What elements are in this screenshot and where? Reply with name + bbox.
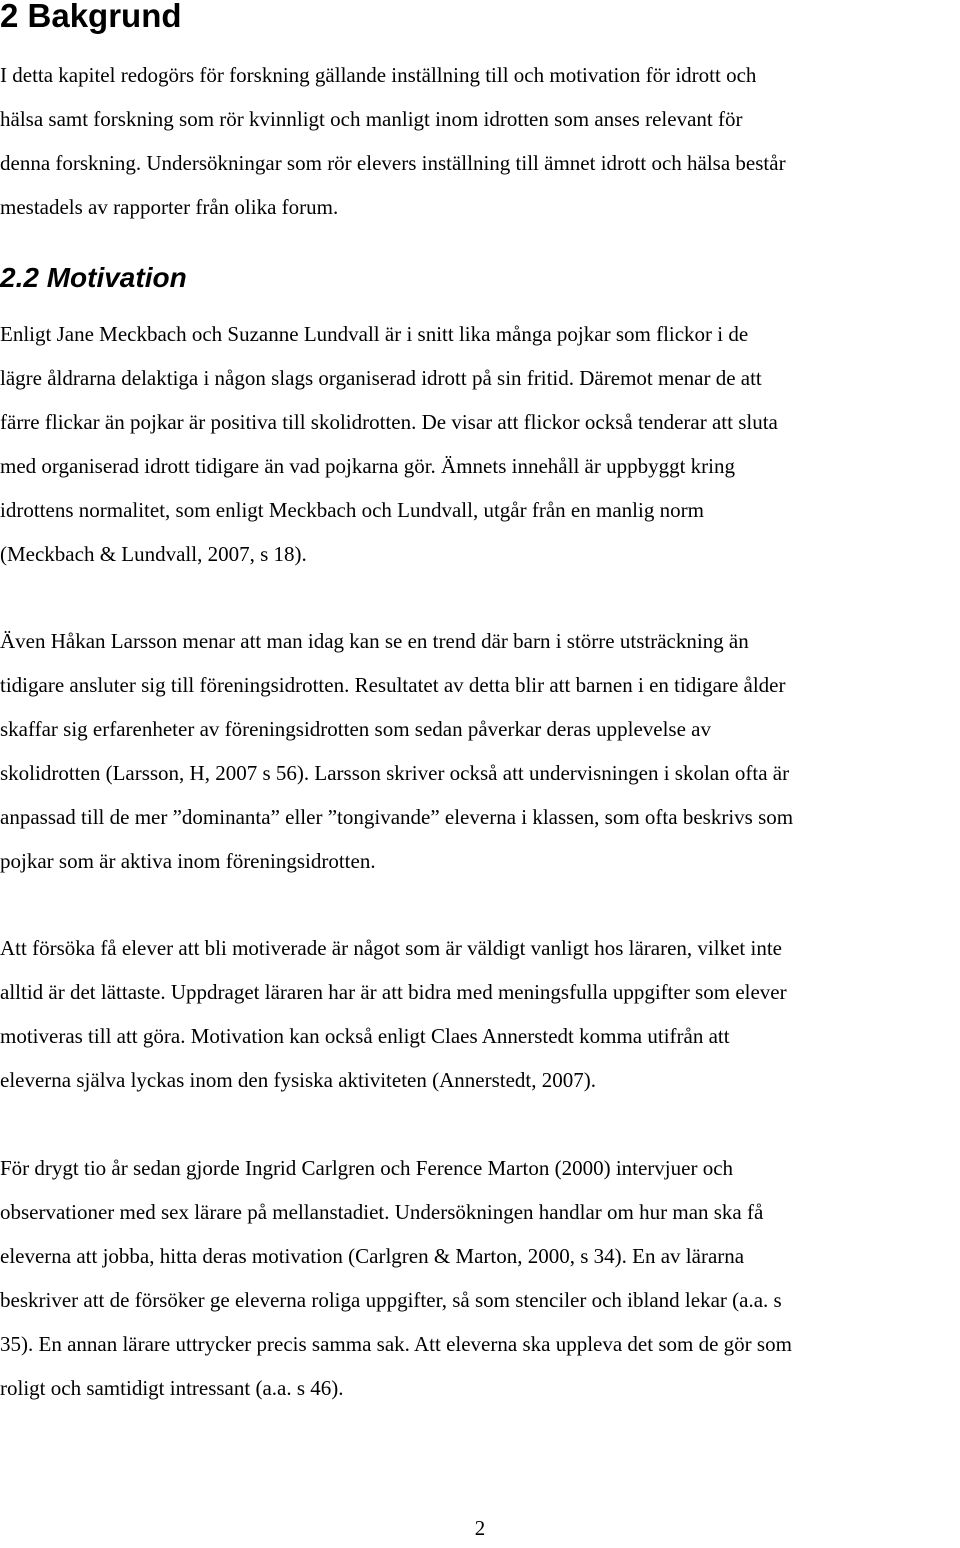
text-line: skolidrotten (Larsson, H, 2007 s 56). Larsson skriver också att undervisningen i skolan ofta är	[0, 761, 790, 785]
text-line: motiveras till att göra. Motivation kan också enligt Claes Annerstedt komma utifrån att	[0, 1024, 730, 1048]
subsection-heading: 2.2 Motivation	[0, 262, 187, 293]
text-line: skaffar sig erfarenheter av föreningsidrotten som sedan påverkar deras upplevelse av	[0, 717, 711, 741]
text-line: mestadels av rapporter från olika forum.	[0, 195, 339, 219]
text-line: pojkar som är aktiva inom föreningsidrotten.	[0, 849, 376, 873]
text-line: tidigare ansluter sig till föreningsidrotten. Resultatet av detta blir att barnen i en tidigare ålder	[0, 673, 786, 697]
text-line: Även Håkan Larsson menar att man idag kan se en trend där barn i större utsträckning än	[0, 629, 749, 653]
section-heading: 2 Bakgrund	[0, 0, 182, 34]
text-line: anpassad till de mer ”dominanta” eller ”tongivande” eleverna i klassen, som ofta beskrivs som	[0, 805, 794, 829]
text-line: denna forskning. Undersökningar som rör elevers inställning till ämnet idrott och hälsa består	[0, 151, 786, 175]
text-line: (Meckbach & Lundvall, 2007, s 18).	[0, 542, 307, 566]
intro-paragraph	[0, 53, 786, 229]
paragraph-meckbach	[0, 312, 778, 576]
paragraph-larsson	[0, 619, 793, 883]
text-line: I detta kapitel redogörs för forskning gällande inställning till och motivation för idrott och	[0, 63, 757, 87]
text-line: För drygt tio år sedan gjorde Ingrid Carlgren och Ference Marton (2000) intervjuer och	[0, 1156, 734, 1180]
text-line: 35). En annan lärare uttrycker precis samma sak. Att eleverna ska uppleva det som de gör som	[0, 1332, 792, 1356]
page-number: 2	[474, 1516, 486, 1540]
text-line: roligt och samtidigt intressant (a.a. s 46).	[0, 1376, 344, 1400]
paragraph-motivation	[0, 926, 787, 1102]
text-line: Att försöka få elever att bli motiverade är något som är väldigt vanligt hos läraren, vilket inte	[0, 936, 782, 960]
text-line: beskriver att de försöker ge eleverna roliga uppgifter, så som stenciler och ibland lekar (a.a. s	[0, 1288, 782, 1312]
text-line: alltid är det lättaste. Uppdraget läraren har är att bidra med meningsfulla uppgifter som elever	[0, 980, 787, 1004]
text-line: eleverna själva lyckas inom den fysiska aktiviteten (Annerstedt, 2007).	[0, 1068, 596, 1092]
text-line: Enligt Jane Meckbach och Suzanne Lundvall är i snitt lika många pojkar som flickor i de	[0, 322, 749, 346]
text-line: lägre åldrarna delaktiga i någon slags organiserad idrott på sin fritid. Däremot menar de att	[0, 366, 762, 390]
paragraph-carlgren	[0, 1146, 792, 1410]
text-line: färre flickar än pojkar är positiva till skolidrotten. De visar att flickor också tenderar att sluta	[0, 410, 778, 434]
text-line: eleverna att jobba, hitta deras motivation (Carlgren & Marton, 2000, s 34). En av lärarna	[0, 1244, 745, 1268]
text-line: med organiserad idrott tidigare än vad pojkarna gör. Ämnets innehåll är uppbyggt kring	[0, 454, 736, 478]
text-line: observationer med sex lärare på mellanstadiet. Undersökningen handlar om hur man ska få	[0, 1200, 764, 1224]
text-line: idrottens normalitet, som enligt Meckbach och Lundvall, utgår från en manlig norm	[0, 498, 704, 522]
text-line: hälsa samt forskning som rör kvinnligt och manligt inom idrotten som anses relevant för	[0, 107, 743, 131]
